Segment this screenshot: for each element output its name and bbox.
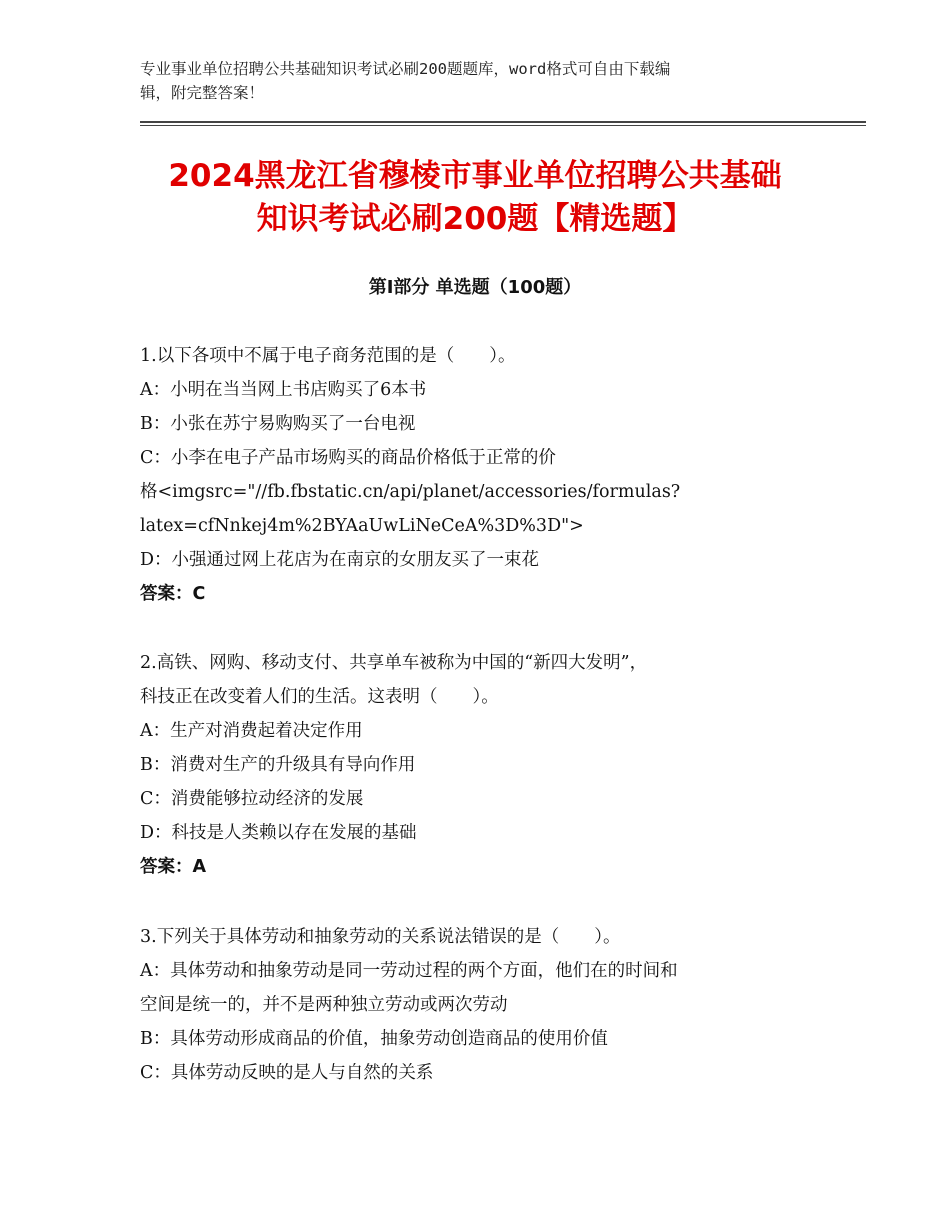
- header-divider-thick: [140, 121, 866, 123]
- question-3-stem: 3.下列关于具体劳动和抽象劳动的关系说法错误的是（ ）。: [140, 927, 621, 947]
- question-2-stem-line-1: 2.高铁、网购、移动支付、共享单车被称为中国的“新四大发明”，: [140, 653, 648, 673]
- question-2-stem-line-2: 科技正在改变着人们的生活。这表明（ ）。: [140, 687, 499, 707]
- question-1: [140, 339, 820, 611]
- document-title: [120, 155, 830, 241]
- question-1-stem: 1.以下各项中不属于电子商务范围的是（ ）。: [140, 346, 516, 366]
- question-1-option-c-line-1: C：小李在电子产品市场购买的商品价格低于正常的价: [140, 448, 556, 468]
- question-1-option-c-line-3: latex=cfNnkej4m%2BYAaUwLiNeCeA%3D%3D">: [140, 516, 584, 536]
- question-1-answer: 答案：C: [140, 584, 206, 604]
- question-2-option-a: A：生产对消费起着决定作用: [140, 721, 363, 741]
- header-note: [140, 57, 800, 105]
- question-3: [140, 920, 820, 1090]
- question-3-option-a-line-1: A：具体劳动和抽象劳动是同一劳动过程的两个方面，他们在的时间和: [140, 961, 678, 981]
- question-1-option-b: B：小张在苏宁易购购买了一台电视: [140, 414, 416, 434]
- question-3-option-b: B：具体劳动形成商品的价值，抽象劳动创造商品的使用价值: [140, 1029, 608, 1049]
- header-note-line-1: 专业事业单位招聘公共基础知识考试必刷200题题库，word格式可自由下载编: [140, 60, 671, 78]
- question-3-option-c: C：具体劳动反映的是人与自然的关系: [140, 1063, 434, 1083]
- question-2-answer: 答案：A: [140, 857, 207, 877]
- header-divider-thin: [140, 125, 866, 126]
- question-2-option-d: D：科技是人类赖以存在发展的基础: [140, 823, 417, 843]
- section-title: 第Ⅰ部分 单选题（100题）: [368, 277, 582, 298]
- question-1-option-a: A：小明在当当网上书店购买了6本书: [140, 380, 427, 400]
- document-title-line-2: 知识考试必刷200题【精选题】: [256, 201, 694, 237]
- question-1-option-c-line-2: 格<imgsrc="//fb.fbstatic.cn/api/planet/accessories/formulas?: [140, 482, 681, 502]
- header-note-line-2: 辑，附完整答案！: [140, 84, 265, 102]
- question-3-option-a-line-2: 空间是统一的，并不是两种独立劳动或两次劳动: [140, 995, 508, 1015]
- question-2-option-c: C：消费能够拉动经济的发展: [140, 789, 364, 809]
- document-title-line-1: 2024黑龙江省穆棱市事业单位招聘公共基础: [168, 158, 782, 194]
- question-2-option-b: B：消费对生产的升级具有导向作用: [140, 755, 416, 775]
- question-2: [140, 646, 820, 884]
- question-1-option-d: D：小强通过网上花店为在南京的女朋友买了一束花: [140, 550, 540, 570]
